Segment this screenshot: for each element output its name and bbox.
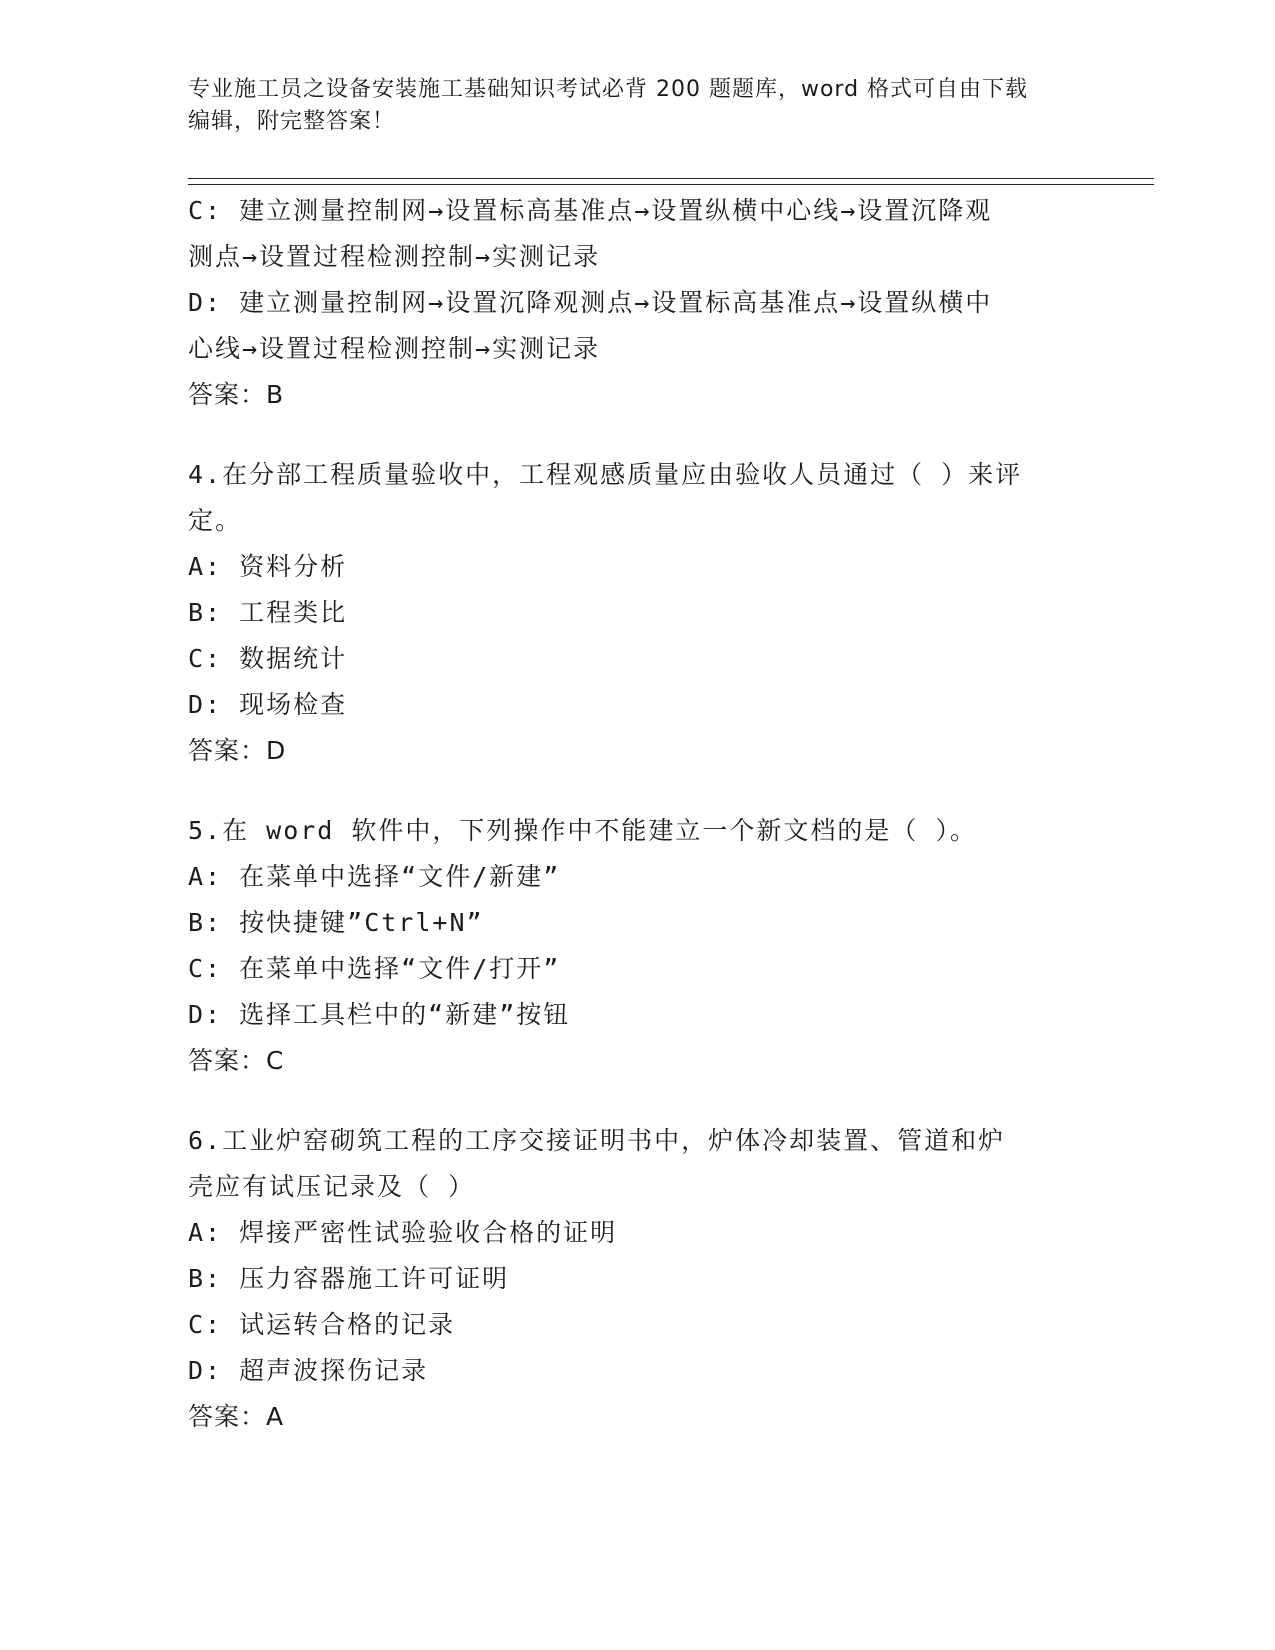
spacer bbox=[188, 1084, 1088, 1118]
option-d: D: 现场检查 bbox=[188, 690, 348, 719]
option-b: B: 按快捷键”Ctrl+N” bbox=[188, 908, 484, 937]
header-divider-bottom bbox=[188, 184, 1154, 185]
header-title-line2: 编辑，附完整答案！ bbox=[188, 109, 396, 134]
question-stem-line2: 定。 bbox=[188, 506, 243, 535]
question-4 bbox=[188, 452, 1088, 774]
question-stem: 5.在 word 软件中，下列操作中不能建立一个新文档的是（ ）。 bbox=[188, 816, 977, 845]
document-header bbox=[188, 74, 1068, 138]
question-stem-line2: 壳应有试压记录及（ ） bbox=[188, 1172, 476, 1201]
option-a: A: 在菜单中选择“文件/新建” bbox=[188, 862, 561, 891]
spacer bbox=[188, 774, 1088, 808]
option-d: D: 选择工具栏中的“新建”按钮 bbox=[188, 1000, 571, 1029]
answer-label: 答案：C bbox=[188, 1046, 285, 1075]
option-a: A: 焊接严密性试验验收合格的证明 bbox=[188, 1218, 618, 1247]
option-c-line1: C: 建立测量控制网→设置标高基准点→设置纵横中心线→设置沉降观 bbox=[188, 196, 993, 225]
option-d: D: 超声波探伤记录 bbox=[188, 1356, 429, 1385]
option-c: C: 在菜单中选择“文件/打开” bbox=[188, 954, 561, 983]
option-c-line2: 测点→设置过程检测控制→实测记录 bbox=[188, 242, 601, 271]
question-stem-line1: 4.在分部工程质量验收中，工程观感质量应由验收人员通过（ ）来评 bbox=[188, 460, 1023, 489]
header-title-line1: 专业施工员之设备安装施工基础知识考试必背 200 题题库，word 格式可自由下载 bbox=[188, 77, 1029, 102]
answer-label: 答案：A bbox=[188, 1402, 285, 1431]
answer-label: 答案：B bbox=[188, 380, 285, 409]
answer-label: 答案：D bbox=[188, 736, 287, 765]
option-a: A: 资料分析 bbox=[188, 552, 348, 581]
option-b: B: 工程类比 bbox=[188, 598, 348, 627]
option-c: C: 试运转合格的记录 bbox=[188, 1310, 456, 1339]
question-6 bbox=[188, 1118, 1088, 1440]
option-d-line2: 心线→设置过程检测控制→实测记录 bbox=[188, 334, 601, 363]
question-3-tail bbox=[188, 188, 1088, 418]
option-d-line1: D: 建立测量控制网→设置沉降观测点→设置标高基准点→设置纵横中 bbox=[188, 288, 993, 317]
spacer bbox=[188, 418, 1088, 452]
option-b: B: 压力容器施工许可证明 bbox=[188, 1264, 510, 1293]
header-divider-top bbox=[188, 178, 1154, 179]
question-5 bbox=[188, 808, 1088, 1084]
question-stem-line1: 6.工业炉窑砌筑工程的工序交接证明书中，炉体冷却装置、管道和炉 bbox=[188, 1126, 1006, 1155]
option-c: C: 数据统计 bbox=[188, 644, 348, 673]
question-content bbox=[188, 188, 1088, 1440]
